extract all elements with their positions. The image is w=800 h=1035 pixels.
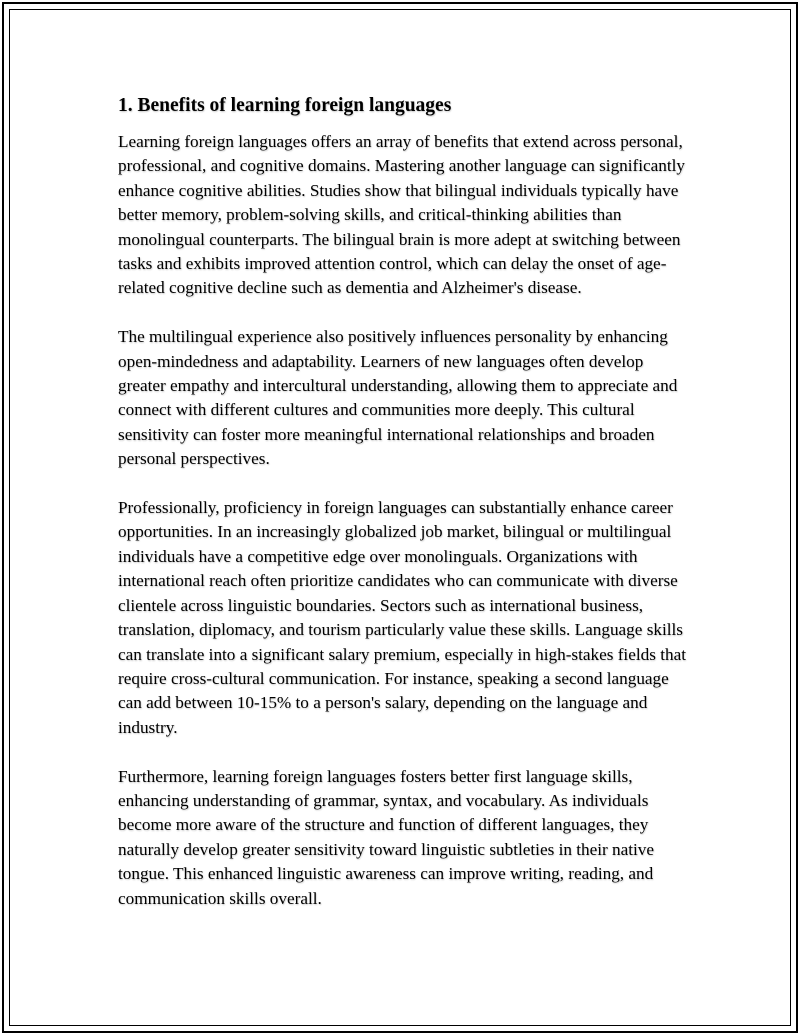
paragraph-personality-benefits: The multilingual experience also positively influences personality by enhancing open-mindedness and adaptability. Learners of new languages often develop greater empathy and intercultural understanding, allowing them to appreciate and connect with different cultures and communities more deeply. This cultural sensitivity can foster more meaningful international relationships and broaden personal perspectives.: [118, 327, 678, 469]
document-body: [118, 92, 688, 935]
section-heading: 1. Benefits of learning foreign languages: [118, 95, 452, 116]
paragraph-first-language-benefits: Furthermore, learning foreign languages fosters better first language skills, enhancing understanding of grammar, syntax, and vocabulary. As individuals become more aware of the structure and function of different languages, they naturally develop greater sensitivity toward linguistic subtleties in their native tongue. This enhanced linguistic awareness can improve writing, reading, and communication skills overall.: [118, 766, 655, 908]
paragraph-cognitive-benefits: Learning foreign languages offers an array of benefits that extend across personal, professional, and cognitive domains. Mastering another language can significantly enhance cognitive abilities. Studies show that bilingual individuals typically have better memory, problem-solving skills, and critical-thinking abilities than monolingual counterparts. The bilingual brain is more adept at switching between tasks and exhibits improved attention control, which can delay the onset of age-related cognitive decline such as dementia and Alzheimer's disease.: [118, 132, 686, 298]
paragraph-career-benefits: Professionally, proficiency in foreign languages can substantially enhance career opportunities. In an increasingly globalized job market, bilingual or multilingual individuals have a competitive edge over monolinguals. Organizations with international reach often prioritize candidates who can communicate with diverse clientele across linguistic boundaries. Sectors such as international business, translation, diplomacy, and tourism particularly value these skills. Language skills can translate into a significant salary premium, especially in high-stakes fields that require cross-cultural communication. For instance, speaking a second language can add between 10-15% to a person's salary, depending on the language and industry.: [118, 498, 686, 737]
